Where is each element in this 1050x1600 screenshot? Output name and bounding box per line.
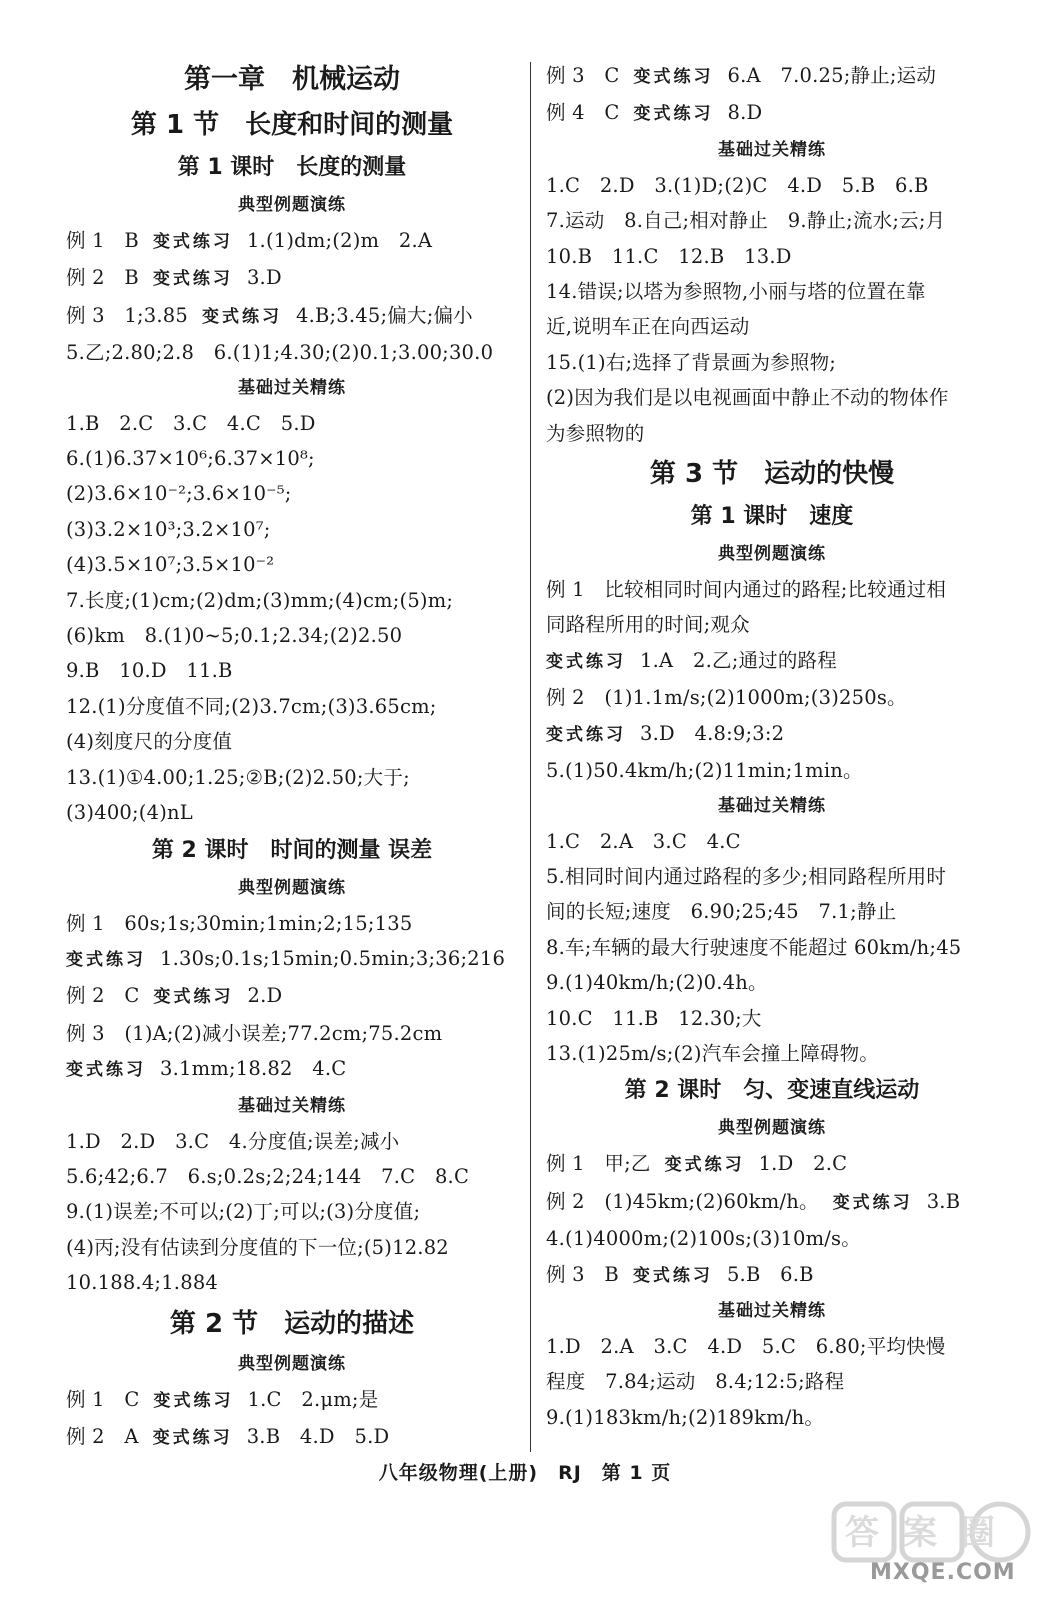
answer-line: (3)3.2×10³;3.2×10⁷; xyxy=(66,517,271,541)
example-answer: 例 2 (1)45km;(2)60km/h。 xyxy=(546,1189,819,1213)
subsection-title: 基础过关精练 xyxy=(718,795,826,816)
example-line xyxy=(66,223,518,260)
example-line xyxy=(546,1146,998,1183)
example-answer: 例 4 C xyxy=(546,101,620,125)
answer-line: 9.(1)183km/h;(2)189km/h。 xyxy=(546,1405,825,1429)
section-title: 第 3 节 运动的快慢 xyxy=(649,459,895,490)
subsection-title: 典型例题演练 xyxy=(238,877,346,898)
answer-line: 8.车;车辆的最大行驶速度不能超过 60km/h;45 xyxy=(546,935,962,959)
watermark-url: MXQE.COM xyxy=(870,1560,1016,1585)
answer-line: 10.188.4;1.884 xyxy=(66,1271,219,1295)
variant-answer: 3.D 4.8:9;3:2 xyxy=(640,721,785,745)
subsection-title: 典型例题演练 xyxy=(238,195,346,215)
answer-line: 5.乙;2.80;2.8 6.(1)1;4.30;(2)0.1;3.00;30.0 xyxy=(66,341,494,365)
example-line xyxy=(66,1382,518,1419)
answer-line: 同路程所用的时间;观众 xyxy=(546,613,750,637)
example-line xyxy=(546,643,998,680)
lesson-title: 第 1 课时 长度的测量 xyxy=(177,155,407,180)
answer-line: 1.D 2.A 3.C 4.D 5.C 6.80;平均快慢 xyxy=(546,1334,946,1358)
example-answer: 例 2 B xyxy=(66,266,139,290)
answer-line: 间的长短;速度 6.90;25;45 7.1;静止 xyxy=(546,900,897,924)
answer-line: (2)3.6×10⁻²;3.6×10⁻⁵; xyxy=(66,482,292,506)
example-answer: 例 3 B xyxy=(546,1262,619,1286)
page-footer: 八年级物理(上册) RJ 第 1 页 xyxy=(378,1462,672,1484)
variant-practice-label: 变式练习 xyxy=(153,1390,234,1411)
answer-line: 15.(1)右;选择了背景画为参照物; xyxy=(546,350,837,374)
answer-line: 13.(1)①4.00;1.25;②B;(2)2.50;大于; xyxy=(66,765,410,789)
answer-line: (2)因为我们是以电视画面中静止不动的物体作 xyxy=(546,386,949,410)
example-line xyxy=(546,58,998,95)
variant-practice-label: 变式练习 xyxy=(546,724,626,745)
lesson-title: 第 1 课时 速度 xyxy=(690,504,854,530)
variant-practice-label: 变式练习 xyxy=(66,949,146,970)
answer-line: 4.(1)4000m;(2)100s;(3)10m/s。 xyxy=(546,1227,861,1251)
answer-line: 为参照物的 xyxy=(546,421,645,445)
answer-line: 12.(1)分度值不同;(2)3.7cm;(3)3.65cm; xyxy=(66,694,437,718)
variant-practice-label: 变式练习 xyxy=(153,987,234,1008)
answer-line: 10.B 11.C 12.B 13.D xyxy=(546,244,792,268)
variant-answer: 3.1mm;18.82 4.C xyxy=(160,1057,347,1081)
answer-line: 13.(1)25m/s;(2)汽车会撞上障碍物。 xyxy=(546,1041,880,1065)
answer-line: 1.D 2.D 3.C 4.分度值;误差;减小 xyxy=(66,1129,400,1153)
example-line xyxy=(66,1419,518,1456)
variant-practice-label: 变式练习 xyxy=(832,1192,913,1213)
answer-line: 9.B 10.D 11.B xyxy=(66,659,233,683)
answer-line: 7.运动 8.自己;相对静止 9.静止;流水;云;月 xyxy=(546,209,946,233)
variant-answer: 1.30s;0.1s;15min;0.5min;3;36;216 xyxy=(160,946,506,970)
answer-line: (6)km 8.(1)0~5;0.1;2.34;(2)2.50 xyxy=(66,624,403,648)
answer-line: (4)刻度尺的分度值 xyxy=(66,730,233,754)
variant-answer: 3.D xyxy=(246,266,282,290)
answer-line: 1.C 2.A 3.C 4.C xyxy=(546,829,741,853)
variant-practice-label: 变式练习 xyxy=(152,1427,233,1448)
answer-line: 14.错误;以塔为参照物,小丽与塔的位置在靠 xyxy=(546,280,926,304)
answer-line: 例 1 比较相同时间内通过的路程;比较通过相 xyxy=(546,578,947,602)
example-line xyxy=(546,716,998,753)
example-line xyxy=(66,260,518,297)
variant-answer: 6.A 7.0.25;静止;运动 xyxy=(727,64,937,87)
variant-practice-label: 变式练习 xyxy=(664,1155,745,1176)
subsection-title: 基础过关精练 xyxy=(238,1095,346,1116)
answer-line: (4)丙;没有估读到分度值的下一位;(5)12.82 xyxy=(66,1235,449,1259)
subsection-title: 典型例题演练 xyxy=(718,1118,826,1139)
variant-practice-label: 变式练习 xyxy=(546,651,626,672)
variant-answer: 1.(1)dm;(2)m 2.A xyxy=(246,229,433,252)
example-line xyxy=(66,298,518,335)
answer-line: 1.B 2.C 3.C 4.C 5.D xyxy=(66,411,316,435)
variant-practice-label: 变式练习 xyxy=(202,306,282,327)
variant-answer: 5.B 6.B xyxy=(726,1262,814,1286)
answer-line: 10.C 11.B 12.30;大 xyxy=(546,1006,762,1030)
answer-line: 例 2 (1)1.1m/s;(2)1000m;(3)250s。 xyxy=(546,686,907,710)
example-answer: 例 3 1;3.85 xyxy=(66,303,188,327)
watermark-logo-text: 答案圈 xyxy=(845,1513,1019,1553)
answer-line: 9.(1)40km/h;(2)0.4h。 xyxy=(546,971,768,995)
answer-line: (3)400;(4)nL xyxy=(66,801,193,825)
answer-line: 7.长度;(1)cm;(2)dm;(3)mm;(4)cm;(5)m; xyxy=(66,588,454,612)
answer-line: 例 1 60s;1s;30min;1min;2;15;135 xyxy=(66,911,413,935)
variant-answer: 3.B 4.D 5.D xyxy=(246,1424,390,1448)
example-line xyxy=(66,1051,518,1088)
answer-line: 5.相同时间内通过路程的多少;相同路程所用时 xyxy=(546,864,947,888)
example-line xyxy=(546,1257,998,1294)
answer-line: 5.(1)50.4km/h;(2)11min;1min。 xyxy=(546,759,863,783)
variant-practice-label: 变式练习 xyxy=(633,104,714,125)
lesson-title: 第 2 课时 匀、变速直线运动 xyxy=(624,1078,920,1104)
column-divider xyxy=(530,62,531,1452)
subsection-title: 基础过关精练 xyxy=(718,139,826,160)
example-line xyxy=(66,941,518,978)
variant-answer: 1.C 2.μm;是 xyxy=(247,1387,379,1411)
chapter-title: 第一章 机械运动 xyxy=(184,64,400,95)
example-answer: 例 1 B xyxy=(66,229,139,252)
section-title: 第 2 节 运动的描述 xyxy=(169,1308,415,1339)
example-line xyxy=(546,95,998,132)
example-answer: 例 2 C xyxy=(66,984,140,1008)
example-answer: 例 3 C xyxy=(546,64,620,87)
answer-line: 近,说明车正在向西运动 xyxy=(546,315,750,339)
variant-answer: 1.D 2.C xyxy=(758,1152,848,1176)
variant-practice-label: 变式练习 xyxy=(152,269,233,290)
example-answer: 例 2 A xyxy=(66,1424,139,1448)
answer-line: 例 3 (1)A;(2)减小误差;77.2cm;75.2cm xyxy=(66,1021,443,1045)
subsection-title: 基础过关精练 xyxy=(238,377,346,398)
variant-practice-label: 变式练习 xyxy=(633,67,714,87)
variant-practice-label: 变式练习 xyxy=(66,1060,146,1081)
subsection-title: 典型例题演练 xyxy=(238,1353,346,1374)
variant-practice-label: 变式练习 xyxy=(632,1265,713,1286)
answer-line: 1.C 2.D 3.(1)D;(2)C 4.D 5.B 6.B xyxy=(546,173,929,197)
answer-line: 程度 7.84;运动 8.4;12:5;路程 xyxy=(546,1370,845,1394)
answer-line: (4)3.5×10⁷;3.5×10⁻² xyxy=(66,553,275,577)
example-answer: 例 1 C xyxy=(66,1387,140,1411)
variant-answer: 3.B xyxy=(926,1189,961,1213)
variant-answer: 8.D xyxy=(727,101,763,125)
subsection-title: 典型例题演练 xyxy=(718,544,826,565)
example-line xyxy=(66,978,518,1015)
variant-answer: 1.A 2.乙;通过的路程 xyxy=(640,648,837,672)
example-line xyxy=(546,1184,998,1221)
subsection-title: 基础过关精练 xyxy=(718,1300,826,1321)
variant-practice-label: 变式练习 xyxy=(152,232,233,252)
answer-line: 5.6;42;6.7 6.s;0.2s;2;24;144 7.C 8.C xyxy=(66,1164,470,1188)
variant-answer: 2.D xyxy=(247,984,283,1008)
lesson-title: 第 2 课时 时间的测量 误差 xyxy=(151,837,433,863)
answer-line: 9.(1)误差;不可以;(2)丁;可以;(3)分度值; xyxy=(66,1200,421,1224)
left-column xyxy=(66,58,518,1456)
right-column xyxy=(546,58,998,1435)
example-answer: 例 1 甲;乙 xyxy=(546,1152,651,1176)
variant-answer: 4.B;3.45;偏大;偏小 xyxy=(296,303,473,327)
section-title: 第 1 节 长度和时间的测量 xyxy=(130,110,454,140)
answer-line: 6.(1)6.37×10⁶;6.37×10⁸; xyxy=(66,447,315,471)
